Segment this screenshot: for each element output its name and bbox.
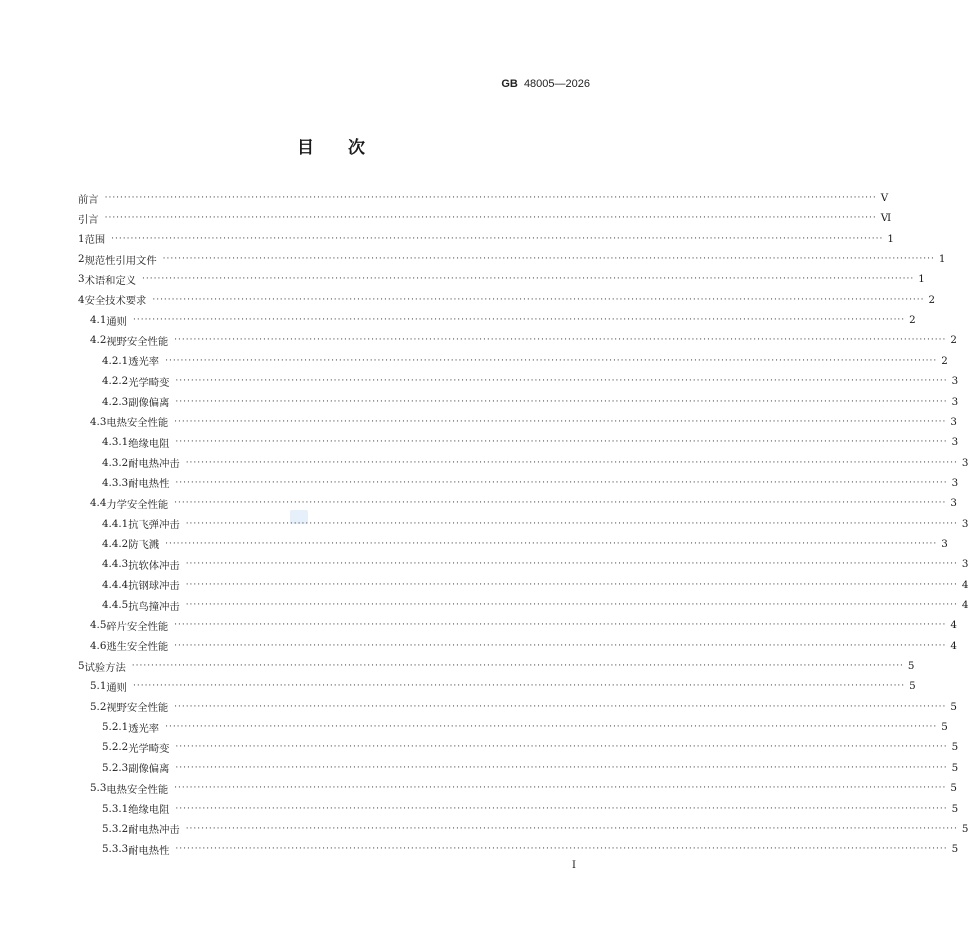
- toc-entry-page: Ⅵ: [880, 212, 892, 225]
- toc-entry-label: 抗软体冲击: [128, 559, 180, 572]
- toc-entry-number: 4.6: [90, 639, 107, 652]
- toc-entry-number: 4.2.1: [102, 354, 129, 367]
- toc-entry-page: 1: [887, 232, 894, 245]
- toc-leader-dots: ········································································································································································································: [152, 294, 925, 305]
- toc-leader-dots: ········································································································································································································: [175, 396, 948, 407]
- toc-entry-page: 4: [961, 599, 968, 611]
- toc-entry-page: 3: [951, 395, 959, 408]
- toc-leader-dots: ········································································································································································································: [142, 274, 915, 285]
- toc-entry-label: 耐电热冲击: [128, 824, 180, 837]
- toc-entry-label: 耐电热性: [128, 478, 170, 491]
- toc-entry-number: 4.3.1: [102, 436, 129, 449]
- toc-leader-dots: ········································································································································································································: [185, 518, 958, 529]
- toc-leader-dots: ········································································································································································································: [174, 620, 947, 631]
- toc-entry-number: 2: [78, 253, 85, 266]
- toc-leader-dots: ········································································································································································································: [165, 722, 938, 733]
- toc-leader-dots: ········································································································································································································: [175, 762, 948, 773]
- toc-entry[interactable]: [78, 473, 959, 493]
- toc-entry-label: 抗钢球冲击: [128, 580, 180, 593]
- toc-entry-page: 3: [961, 456, 968, 469]
- toc-entry-page: 3: [941, 537, 948, 550]
- toc-entry-number: 1: [78, 232, 85, 245]
- toc-entry-page: 5: [961, 822, 968, 835]
- toc-entry-number: 5.1: [90, 680, 107, 693]
- toc-entry-label: 术语和定义: [84, 274, 137, 287]
- toc-entry-number: 4.3.3: [102, 476, 129, 489]
- toc-entry-label: 副像偏离: [128, 397, 170, 409]
- toc-entry-label: 力学安全性能: [106, 498, 169, 511]
- toc-entry-number: 5.2: [90, 700, 107, 713]
- toc-entry-number: 4.4.4: [102, 578, 129, 591]
- toc-entry-number: 5.3.2: [102, 822, 129, 835]
- toc-entry-page: 5: [941, 721, 948, 734]
- toc-entry-page: 5: [909, 680, 916, 693]
- toc-entry[interactable]: [78, 656, 915, 676]
- toc-entry-label: 引言: [78, 213, 99, 226]
- toc-leader-dots: ········································································································································································································: [104, 193, 877, 203]
- page-title: 目次: [297, 138, 399, 158]
- toc-entry[interactable]: [78, 676, 916, 696]
- toc-entry-label: 绝缘电阻: [128, 437, 170, 450]
- toc-entry[interactable]: [78, 432, 959, 452]
- toc-entry-label: 通则: [106, 681, 127, 694]
- toc-entry-label: 碎片安全性能: [106, 620, 169, 633]
- toc-entry-label: 试验方法: [84, 661, 126, 674]
- toc-entry-number: 4.2: [90, 334, 107, 347]
- toc-entry[interactable]: [78, 595, 968, 615]
- toc-entry[interactable]: [78, 290, 936, 310]
- toc-leader-dots: ········································································································································································································: [185, 457, 958, 468]
- toc-entry-page: 2: [928, 293, 936, 306]
- toc-entry[interactable]: [78, 351, 948, 371]
- toc-entry-number: 5.2.2: [102, 741, 129, 754]
- toc-entry-number: 4.4.3: [102, 558, 129, 571]
- toc-entry[interactable]: [78, 819, 968, 839]
- toc-leader-dots: ········································································································································································································: [185, 823, 958, 834]
- toc-entry-label: 副像偏离: [128, 763, 170, 776]
- toc-leader-dots: ········································································································································································································: [131, 661, 904, 672]
- toc-entry[interactable]: [78, 697, 957, 717]
- toc-leader-dots: ········································································································································································································: [165, 355, 938, 366]
- toc-entry-page: 4: [950, 619, 957, 632]
- toc-entry[interactable]: [78, 310, 916, 330]
- toc-entry[interactable]: [78, 575, 968, 595]
- toc-entry-page: 1: [938, 253, 946, 266]
- toc-entry-label: 透光率: [128, 722, 160, 735]
- toc-entry-label: 通则: [106, 315, 127, 328]
- toc-entry-page: 4: [961, 578, 968, 591]
- toc-leader-dots: ········································································································································································································: [175, 742, 948, 753]
- toc-entry[interactable]: [78, 208, 892, 228]
- toc-entry[interactable]: [78, 758, 959, 778]
- toc-leader-dots: ········································································································································································································: [174, 335, 947, 346]
- toc-entry[interactable]: [78, 330, 957, 350]
- toc-entry[interactable]: [78, 778, 957, 798]
- toc-entry[interactable]: [78, 412, 957, 432]
- toc-entry-label: 视野安全性能: [106, 702, 169, 715]
- toc-leader-dots: ········································································································································································································: [174, 640, 947, 651]
- toc-leader-dots: ········································································································································································································: [104, 213, 877, 224]
- toc-entry-number: 4.3.2: [102, 456, 129, 469]
- toc-entry-label: 耐电热性: [128, 844, 170, 857]
- toc-entry-number: 5.3: [90, 782, 107, 795]
- toc-entry-page: 3: [950, 415, 957, 428]
- toc-entry-number: 5: [78, 660, 85, 673]
- toc-entry-label: 电热安全性能: [106, 417, 169, 430]
- toc-leader-dots: ········································································································································································································: [132, 681, 906, 692]
- toc-entry-label: 范围: [84, 234, 106, 247]
- toc-entry[interactable]: [78, 839, 959, 859]
- toc-entry-page: 2: [909, 314, 916, 327]
- toc-entry-page: 5: [951, 843, 959, 856]
- toc-leader-dots: ········································································································································································································: [165, 538, 938, 549]
- toc-entry-page: 3: [961, 517, 968, 530]
- toc-leader-dots: ········································································································································································································: [185, 600, 958, 610]
- toc-entry[interactable]: [78, 514, 968, 534]
- toc-entry-label: 光学畸变: [128, 376, 170, 389]
- toc-entry-page: 3: [951, 375, 959, 388]
- toc-entry[interactable]: [78, 453, 968, 473]
- toc-entry-number: 4.2.2: [102, 375, 129, 388]
- toc-entry-label: 防飞溅: [128, 539, 160, 552]
- toc-entry-page: 2: [941, 354, 948, 367]
- toc-entry-page: 5: [950, 782, 957, 795]
- toc-entry-number: 5.3.1: [102, 802, 129, 815]
- toc-entry-page: 5: [951, 802, 959, 815]
- toc-entry[interactable]: [78, 269, 925, 289]
- toc-entry-page: 3: [951, 476, 959, 489]
- toc-leader-dots: ········································································································································································································: [175, 376, 948, 387]
- toc-entry-label: 透光率: [128, 356, 160, 369]
- toc-entry-page: 3: [951, 436, 959, 449]
- toc-entry-number: 5.2.3: [102, 761, 129, 774]
- toc-entry-page: 1: [918, 273, 925, 286]
- toc-entry-number: 5.2.1: [102, 721, 129, 734]
- standard-code-prefix: GB: [501, 78, 518, 90]
- toc-entry-number: 4: [78, 293, 85, 306]
- toc-leader-dots: ········································································································································································································: [175, 477, 948, 488]
- toc-entry-number: 4.1: [90, 314, 107, 327]
- toc-leader-dots: ········································································································································································································: [175, 844, 948, 855]
- toc-entry-label: 规范性引用文件: [84, 254, 157, 267]
- toc-leader-dots: ········································································································································································································: [162, 254, 935, 265]
- toc-entry-page: 2: [950, 334, 957, 347]
- toc-entry-number: 4.4.5: [102, 599, 129, 611]
- toc-entry-number: 4.3: [90, 415, 107, 428]
- toc-entry-number: 5.3.3: [102, 843, 129, 856]
- toc-entry-label: 逃生安全性能: [106, 641, 169, 654]
- toc-entry-page: 5: [907, 660, 915, 673]
- toc-entry[interactable]: [78, 534, 948, 554]
- toc-entry-number: 4.4: [90, 497, 107, 510]
- toc-entry-number: 4.4.2: [102, 537, 129, 550]
- toc-entry[interactable]: [78, 554, 968, 574]
- toc-entry[interactable]: [78, 188, 889, 208]
- toc-entry[interactable]: [78, 229, 894, 249]
- toc-entry-label: 视野安全性能: [106, 335, 169, 348]
- toc-leader-dots: ········································································································································································································: [175, 803, 948, 814]
- toc-entry[interactable]: [78, 717, 948, 737]
- toc-entry-label: 前言: [78, 193, 99, 206]
- toc-entry-label: 电热安全性能: [106, 783, 169, 796]
- toc-entry-number: 4.5: [90, 619, 107, 632]
- toc-entry-label: 安全技术要求: [84, 295, 147, 308]
- toc-entry[interactable]: [78, 636, 957, 656]
- toc-entry-number: 3: [78, 273, 85, 286]
- toc-leader-dots: ········································································································································································································: [175, 437, 948, 448]
- toc-entry-number: 4.2.3: [102, 395, 129, 408]
- toc-entry-page: 5: [951, 761, 959, 774]
- toc-entry-label: 绝缘电阻: [128, 804, 170, 816]
- toc-entry-page: 5: [950, 700, 957, 713]
- toc-entry[interactable]: [78, 737, 959, 757]
- toc-entry-page: 4: [950, 639, 957, 652]
- toc-leader-dots: ········································································································································································································: [174, 498, 947, 509]
- toc-entry-label: 抗鸟撞冲击: [128, 600, 180, 613]
- toc-entry[interactable]: [78, 799, 959, 819]
- toc-entry-label: 耐电热冲击: [128, 458, 180, 471]
- standard-code: [501, 78, 590, 90]
- toc-entry-number: 4.4.1: [102, 517, 129, 530]
- toc-leader-dots: ········································································································································································································: [174, 416, 947, 427]
- toc-leader-dots: ········································································································································································································: [132, 315, 906, 326]
- toc-entry[interactable]: [78, 392, 959, 412]
- toc-entry[interactable]: [78, 493, 957, 513]
- toc-entry[interactable]: [78, 615, 957, 635]
- page-number: Ⅰ: [572, 860, 576, 871]
- toc-leader-dots: ········································································································································································································: [185, 579, 958, 590]
- toc-entry[interactable]: [78, 249, 946, 269]
- standard-code-number: 48005—2026: [523, 78, 590, 90]
- toc-entry-page: 3: [961, 558, 968, 571]
- toc-leader-dots: ········································································································································································································: [174, 701, 947, 712]
- toc-leader-dots: ········································································································································································································: [111, 233, 884, 244]
- toc-leader-dots: ········································································································································································································: [185, 559, 958, 570]
- toc-leader-dots: ········································································································································································································: [174, 783, 947, 794]
- toc-entry-label: 光学畸变: [128, 742, 170, 755]
- toc-entry-page: Ⅴ: [880, 192, 889, 204]
- toc-entry-page: 3: [950, 497, 957, 510]
- toc-entry-label: 抗飞弹冲击: [128, 519, 180, 532]
- toc-entry-page: 5: [951, 741, 959, 754]
- toc-entry[interactable]: [78, 371, 959, 391]
